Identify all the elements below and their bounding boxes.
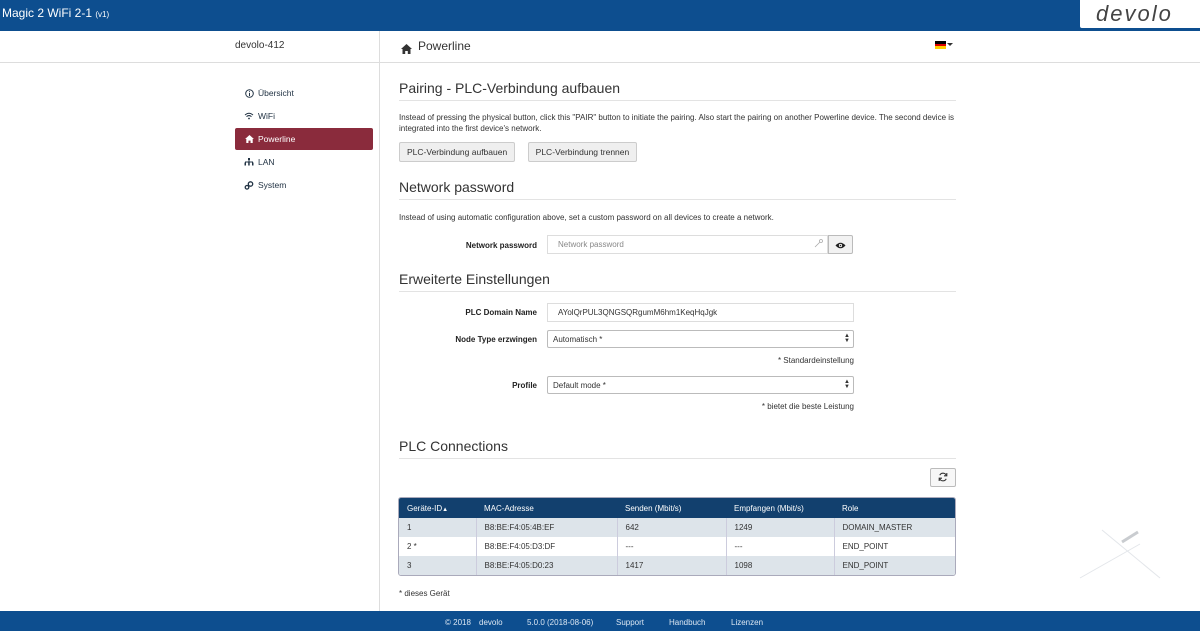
sidebar-item-label: System — [258, 180, 287, 190]
cell-role: DOMAIN_MASTER — [834, 518, 955, 537]
key-icon — [814, 239, 823, 250]
page-header — [380, 31, 1200, 63]
cell-device-id: 3 — [399, 556, 476, 575]
table-footnote: * dieses Gerät — [399, 589, 450, 598]
node-type-label: Node Type erzwingen — [455, 335, 537, 344]
select-arrows-icon: ▲ ▼ — [844, 333, 850, 344]
footer-brand-link[interactable]: devolo — [479, 618, 503, 627]
plc-connect-button[interactable]: PLC-Verbindung aufbauen — [399, 142, 515, 162]
info-icon — [244, 89, 254, 98]
devolo-logo: devolo — [1096, 1, 1173, 26]
profile-select[interactable] — [547, 376, 854, 394]
node-type-hint: * Standardeinstellung — [777, 356, 854, 365]
plc-connections-title: PLC Connections — [399, 438, 956, 459]
sort-asc-icon: ▲ — [442, 506, 449, 513]
refresh-icon — [938, 469, 948, 487]
pairing-title: Pairing - PLC-Verbindung aufbauen — [399, 80, 956, 101]
sidebar-header — [0, 31, 379, 63]
gears-icon — [244, 181, 254, 190]
app-title — [2, 6, 109, 20]
advanced-settings-title: Erweiterte Einstellungen — [399, 271, 956, 292]
cell-mac: B8:BE:F4:05:D0:23 — [476, 556, 617, 575]
show-password-button[interactable] — [828, 235, 853, 254]
network-icon — [244, 158, 254, 166]
page-title: Powerline — [418, 39, 471, 53]
plc-domain-label: PLC Domain Name — [465, 308, 537, 317]
cell-receive: --- — [726, 537, 834, 556]
sidebar-item-system[interactable] — [235, 174, 373, 196]
plc-domain-field[interactable]: AYolQrPUL3QNGSQRgumM6hm1KeqHqJgk — [547, 303, 854, 322]
cell-send: 1417 — [617, 556, 726, 575]
table-header-row — [399, 498, 955, 518]
device-name: devolo-412 — [235, 40, 285, 51]
column-header-role[interactable]: Role — [834, 498, 955, 518]
home-icon — [401, 41, 412, 59]
top-bar — [0, 0, 1200, 31]
de-flag-icon[interactable] — [935, 41, 946, 49]
cell-receive: 1249 — [726, 518, 834, 537]
cell-send: 642 — [617, 518, 726, 537]
chevron-down-icon[interactable] — [947, 43, 953, 46]
network-password-label: Network password — [465, 241, 537, 250]
node-type-value: Automatisch * — [553, 335, 603, 344]
app-version-tag: (v1) — [95, 10, 110, 19]
refresh-button[interactable] — [930, 468, 956, 487]
column-header-mac[interactable]: MAC-Adresse — [476, 498, 617, 518]
sidebar-nav — [235, 82, 373, 197]
cell-send: --- — [617, 537, 726, 556]
select-arrows-icon: ▲ ▼ — [844, 379, 850, 390]
sidebar-item-label: WiFi — [258, 111, 275, 121]
table-row — [399, 556, 955, 575]
sidebar-item-label: LAN — [258, 157, 275, 167]
column-header-device-id[interactable] — [399, 498, 476, 518]
footer-copyright: © 2018 — [445, 618, 471, 627]
cell-receive: 1098 — [726, 556, 834, 575]
plc-disconnect-button[interactable]: PLC-Verbindung trennen — [528, 142, 638, 162]
sidebar-item-uebersicht[interactable] — [235, 82, 373, 104]
home-icon — [244, 135, 254, 143]
sidebar-item-label: Powerline — [258, 134, 296, 144]
pairing-actions — [399, 142, 956, 162]
column-header-receive[interactable]: Empfangen (Mbit/s) — [726, 498, 834, 518]
footer — [0, 611, 1200, 631]
main-content — [399, 80, 956, 223]
footer-licenses-link[interactable]: Lizenzen — [731, 618, 764, 627]
table-row — [399, 537, 955, 556]
decorative-lines-graphic — [1078, 526, 1163, 580]
cell-device-id: 2 * — [399, 537, 476, 556]
sidebar-item-powerline[interactable] — [235, 128, 373, 150]
cell-mac: B8:BE:F4:05:4B:EF — [476, 518, 617, 537]
cell-mac: B8:BE:F4:05:D3:DF — [476, 537, 617, 556]
node-type-select[interactable] — [547, 330, 854, 348]
pairing-description: Instead of pressing the physical button, click this "PAIR" button to initiate the pairing. Also start the pairing on another Powerline device. The second device is integrated into the first device's network. — [399, 113, 955, 133]
profile-label: Profile — [512, 381, 537, 390]
app-title-text: Magic 2 WiFi 2-1 — [2, 6, 93, 20]
network-password-title: Network password — [399, 179, 956, 200]
column-header-send[interactable]: Senden (Mbit/s) — [617, 498, 726, 518]
logo-container — [1080, 0, 1200, 28]
sidebar-item-lan[interactable] — [235, 151, 373, 173]
cell-role: END_POINT — [834, 537, 955, 556]
cell-role: END_POINT — [834, 556, 955, 575]
footer-manual-link[interactable]: Handbuch — [669, 618, 706, 627]
sidebar-item-label: Übersicht — [258, 88, 294, 98]
column-divider — [379, 31, 380, 611]
eye-icon — [835, 236, 846, 254]
network-password-placeholder: Network password — [558, 240, 624, 249]
profile-hint: * bietet die beste Leistung — [761, 402, 854, 411]
sidebar-item-wifi[interactable] — [235, 105, 373, 127]
table-row — [399, 518, 955, 537]
column-header-label: Geräte-ID — [407, 503, 443, 513]
network-password-field[interactable] — [547, 235, 828, 254]
footer-support-link[interactable]: Support — [616, 618, 645, 627]
plc-connections-table — [398, 497, 956, 576]
wifi-icon — [244, 112, 254, 120]
footer-version: 5.0.0 (2018-08-06) — [527, 618, 594, 627]
cell-device-id: 1 — [399, 518, 476, 537]
profile-value: Default mode * — [553, 381, 606, 390]
network-password-description: Instead of using automatic configuration above, set a custom password on all devices to create a network. — [399, 213, 774, 222]
